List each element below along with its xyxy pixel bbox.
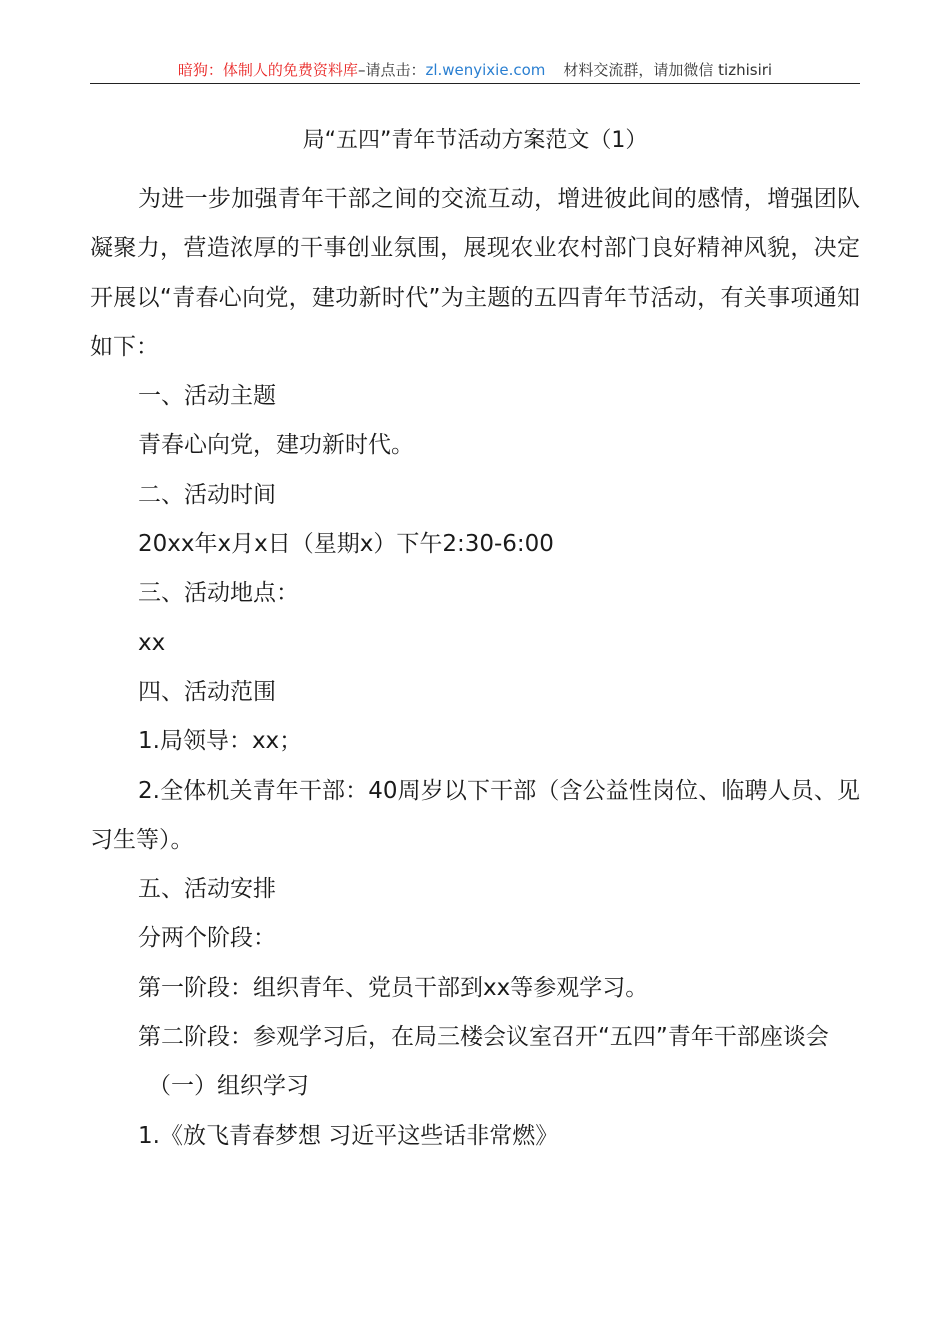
section-body-theme: 青春心向党，建功新时代。: [138, 432, 414, 459]
header-divider: [90, 83, 860, 84]
header-group-note: 材料交流群，请加微信 tizhisiri: [563, 61, 773, 79]
header-click-prompt: –请点击：: [357, 61, 426, 79]
section-heading-arrangement: 五、活动安排: [138, 876, 276, 903]
header-url-link[interactable]: zl.wenyixie.com: [425, 61, 546, 79]
arrangement-stage-two: 第二阶段：参观学习后，在局三楼会议室召开“五四”青年干部座谈会: [138, 1024, 829, 1051]
section-heading-time: 二、活动时间: [138, 481, 276, 508]
document-title: 局“五四”青年节活动方案范文（1）: [302, 128, 648, 153]
section-heading-theme: 一、活动主题: [138, 383, 276, 410]
section-heading-location: 三、活动地点：: [138, 580, 299, 607]
section-body-time: 20xx年x月x日（星期x）下午2:30-6:00: [138, 531, 554, 558]
scope-item-leaders: 1.局领导：xx；: [138, 728, 303, 755]
section-heading-scope: 四、活动范围: [138, 678, 276, 705]
study-item-one: 1.《放飞青春梦想 习近平这些话非常燃》: [138, 1122, 559, 1149]
scope-item-young-cadres: 2.全体机关青年干部：40周岁以下干部（含公益性岗位、临聘人员、见习生等）。: [90, 777, 860, 853]
header-brand: 暗狗：体制人的免费资料库: [177, 61, 358, 79]
arrangement-intro: 分两个阶段：: [138, 925, 276, 952]
document-body: [90, 175, 860, 1161]
page-header: [90, 58, 860, 82]
arrangement-stage-one: 第一阶段：组织青年、党员干部到xx等参观学习。: [138, 974, 649, 1001]
section-body-location: xx: [138, 629, 166, 656]
intro-paragraph: 为进一步加强青年干部之间的交流互动，增进彼此间的感情，增强团队凝聚力，营造浓厚的干事创业氛围，展现农业农村部门良好精神风貌，决定开展以“青春心向党，建功新时代”为主题的五四青年节活动，有关事项通知如下：: [90, 186, 860, 360]
subsection-heading-study: （一）组织学习: [148, 1073, 309, 1100]
